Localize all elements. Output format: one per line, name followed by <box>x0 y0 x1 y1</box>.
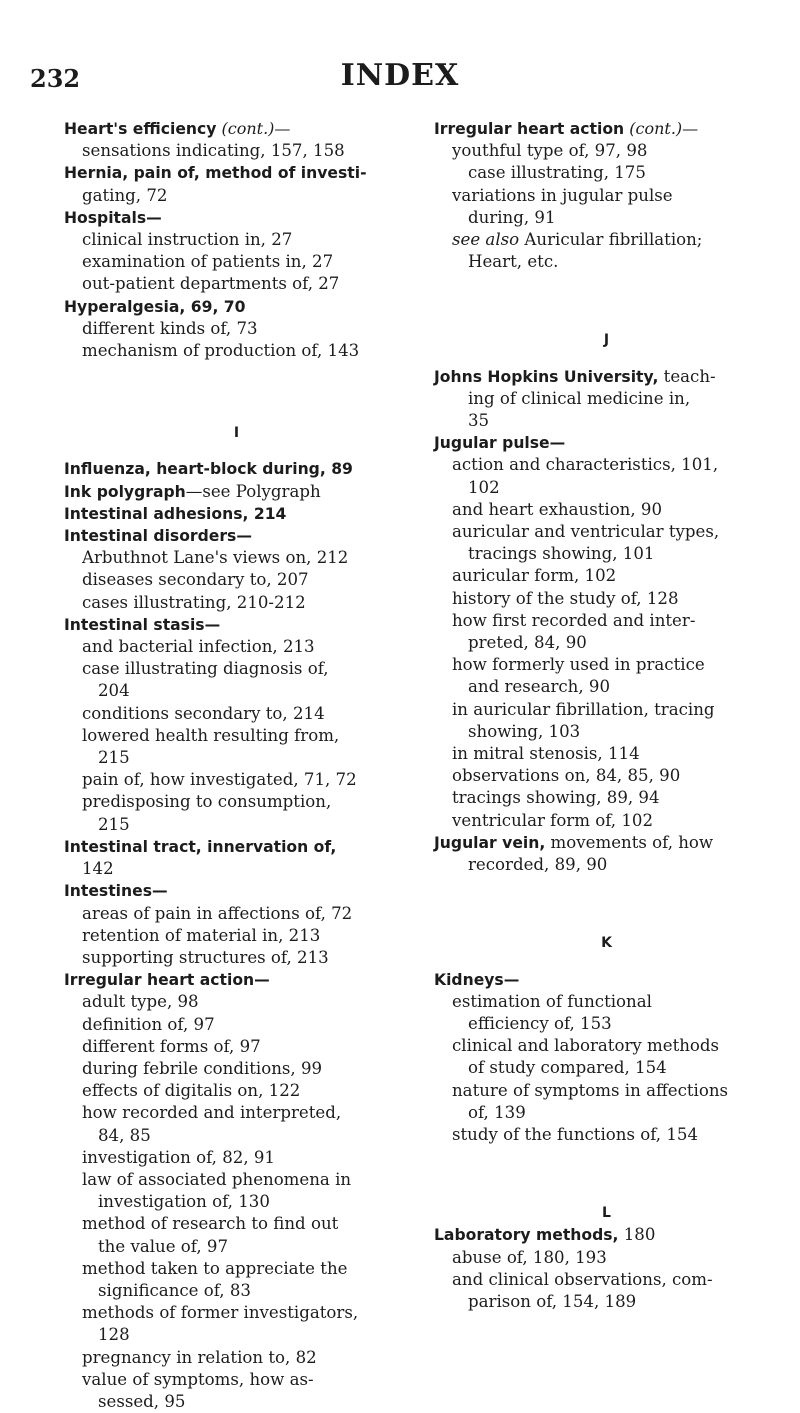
index-subentry: pain of, how investigated, 71, 72 <box>82 770 357 790</box>
index-subentry: sessed, 95 <box>98 1391 186 1411</box>
index-subentry: history of the study of, 128 <box>452 588 679 608</box>
index-subentry: examination of patients in, 27 <box>82 252 334 272</box>
index-subentry: 102 <box>468 477 500 497</box>
index-column-left <box>64 118 409 1413</box>
index-subentry: study of the functions of, 154 <box>452 1124 699 1144</box>
index-heading: Irregular heart action (cont.)— <box>434 119 699 138</box>
index-subentry: ventricular form of, 102 <box>452 810 654 830</box>
page-title: INDEX <box>340 58 460 93</box>
index-subentry: parison of, 154, 189 <box>468 1291 637 1311</box>
section-letter: J <box>603 332 610 349</box>
index-subentry: how formerly used in practice <box>452 655 705 675</box>
index-subentry: how first recorded and inter- <box>452 610 696 630</box>
index-subentry: 128 <box>98 1325 130 1345</box>
index-subentry: supporting structures of, 213 <box>82 947 329 967</box>
index-heading: Jugular pulse— <box>434 434 566 453</box>
index-subentry: ing of clinical medicine in, <box>468 388 691 408</box>
index-heading: Intestinal disorders— <box>64 527 252 546</box>
index-subentry: 35 <box>468 411 490 431</box>
index-subentry: how recorded and interpreted, <box>82 1103 342 1123</box>
index-subentry: case illustrating, 175 <box>468 163 646 183</box>
index-subentry: showing, 103 <box>468 721 581 741</box>
index-subentry: the value of, 97 <box>98 1236 229 1256</box>
index-subentry: conditions secondary to, 214 <box>82 703 325 723</box>
index-heading: Intestines— <box>64 882 168 901</box>
index-heading: Laboratory methods, 180 <box>434 1225 656 1245</box>
index-subentry: case illustrating diagnosis of, <box>82 659 329 679</box>
index-subentry: lowered health resulting from, <box>82 725 340 745</box>
index-subentry: action and characteristics, 101, <box>452 455 719 475</box>
index-subentry: observations on, 84, 85, 90 <box>452 766 681 786</box>
index-heading: Ink polygraph—see Polygraph <box>64 481 321 501</box>
spacer <box>434 876 779 932</box>
index-subentry: effects of digitalis on, 122 <box>82 1081 301 1101</box>
index-subentry: auricular and ventricular types, <box>452 522 720 542</box>
index-subentry: youthful type of, 97, 98 <box>452 141 648 161</box>
index-heading: Irregular heart action— <box>64 971 270 990</box>
index-heading: Hyperalgesia, 69, 70 <box>64 297 246 316</box>
section-letter: K <box>601 935 612 952</box>
index-subentry: nature of symptoms in affections <box>452 1080 729 1100</box>
index-subentry: and heart exhaustion, 90 <box>452 499 663 519</box>
index-subentry: variations in jugular pulse <box>452 185 673 205</box>
section-letter: I <box>233 425 240 442</box>
index-heading: Influenza, heart-block during, 89 <box>64 460 353 479</box>
index-subentry: during, 91 <box>468 207 556 227</box>
index-subentry: preted, 84, 90 <box>468 633 587 653</box>
index-subentry: retention of material in, 213 <box>82 925 321 945</box>
index-subentry: in mitral stenosis, 114 <box>452 744 640 764</box>
index-subentry: efficiency of, 153 <box>468 1013 612 1033</box>
index-subentry: and clinical observations, com- <box>452 1269 713 1289</box>
index-subentry: different kinds of, 73 <box>82 318 258 338</box>
index-subentry: pregnancy in relation to, 82 <box>82 1347 317 1367</box>
index-subentry: tracings showing, 101 <box>468 544 655 564</box>
index-subentry: during febrile conditions, 99 <box>82 1058 323 1078</box>
index-subentry: law of associated phenomena in <box>82 1169 352 1189</box>
index-subentry: predisposing to consumption, <box>82 792 332 812</box>
index-subentry: of, 139 <box>468 1102 526 1122</box>
index-subentry: out-patient departments of, 27 <box>82 274 340 294</box>
index-subentry: 204 <box>98 681 130 701</box>
index-subentry: sensations indicating, 157, 158 <box>82 141 345 161</box>
index-heading: Jugular vein, movements of, how <box>434 832 714 852</box>
spacer <box>434 955 779 969</box>
index-subentry: definition of, 97 <box>82 1014 215 1034</box>
index-subentry: methods of former investigators, <box>82 1303 359 1323</box>
index-subentry: of study compared, 154 <box>468 1058 667 1078</box>
index-subentry: value of symptoms, how as- <box>82 1369 314 1389</box>
index-subentry: clinical instruction in, 27 <box>82 230 293 250</box>
index-subentry: diseases secondary to, 207 <box>82 570 309 590</box>
index-heading: Intestinal tract, innervation of, <box>64 837 337 856</box>
page-header <box>0 58 800 98</box>
index-heading: Johns Hopkins University, teach- <box>434 366 716 386</box>
index-heading: Heart's efficiency (cont.)— <box>64 119 291 138</box>
page-number: 232 <box>30 64 81 93</box>
index-subentry: recorded, 89, 90 <box>468 855 608 875</box>
index-subentry: auricular form, 102 <box>452 566 617 586</box>
index-subentry: adult type, 98 <box>82 992 199 1012</box>
index-subentry: gating, 72 <box>82 185 168 205</box>
index-subentry: 215 <box>98 814 130 834</box>
index-subentry: areas of pain in affections of, 72 <box>82 903 353 923</box>
index-subentry: investigation of, 130 <box>98 1192 270 1212</box>
index-subentry: investigation of, 82, 91 <box>82 1147 275 1167</box>
index-heading: Intestinal stasis— <box>64 615 221 634</box>
index-subentry: 215 <box>98 748 130 768</box>
index-subentry: in auricular fibrillation, tracing <box>452 699 715 719</box>
spacer <box>434 1146 779 1202</box>
index-subentry: abuse of, 180, 193 <box>452 1247 607 1267</box>
index-subentry: Arbuthnot Lane's views on, 212 <box>82 548 349 568</box>
index-subentry: 84, 85 <box>98 1125 151 1145</box>
spacer <box>434 273 779 329</box>
index-subentry: method of research to find out <box>82 1214 339 1234</box>
index-heading: Hospitals— <box>64 208 162 227</box>
index-subentry: estimation of functional <box>452 991 652 1011</box>
spacer <box>434 352 779 366</box>
index-subentry: different forms of, 97 <box>82 1036 261 1056</box>
index-heading: Hernia, pain of, method of investi- <box>64 164 367 183</box>
index-subentry: mechanism of production of, 143 <box>82 341 360 361</box>
index-heading: Kidneys— <box>434 970 520 989</box>
index-subentry: see also Auricular fibrillation; <box>452 230 703 250</box>
spacer <box>64 362 409 422</box>
index-subentry: tracings showing, 89, 94 <box>452 788 660 808</box>
index-subentry: cases illustrating, 210-212 <box>82 592 306 612</box>
index-subentry: and bacterial infection, 213 <box>82 637 315 657</box>
index-heading: Intestinal adhesions, 214 <box>64 504 287 523</box>
index-subentry: 142 <box>82 859 114 879</box>
index-subentry: method taken to appreciate the <box>82 1258 348 1278</box>
index-subentry: and research, 90 <box>468 677 611 697</box>
index-column-right <box>434 118 779 1313</box>
index-subentry: clinical and laboratory methods <box>452 1036 720 1056</box>
section-letter: L <box>602 1205 611 1222</box>
spacer <box>64 444 409 458</box>
index-subentry: Heart, etc. <box>468 252 559 272</box>
index-subentry: significance of, 83 <box>98 1280 251 1300</box>
